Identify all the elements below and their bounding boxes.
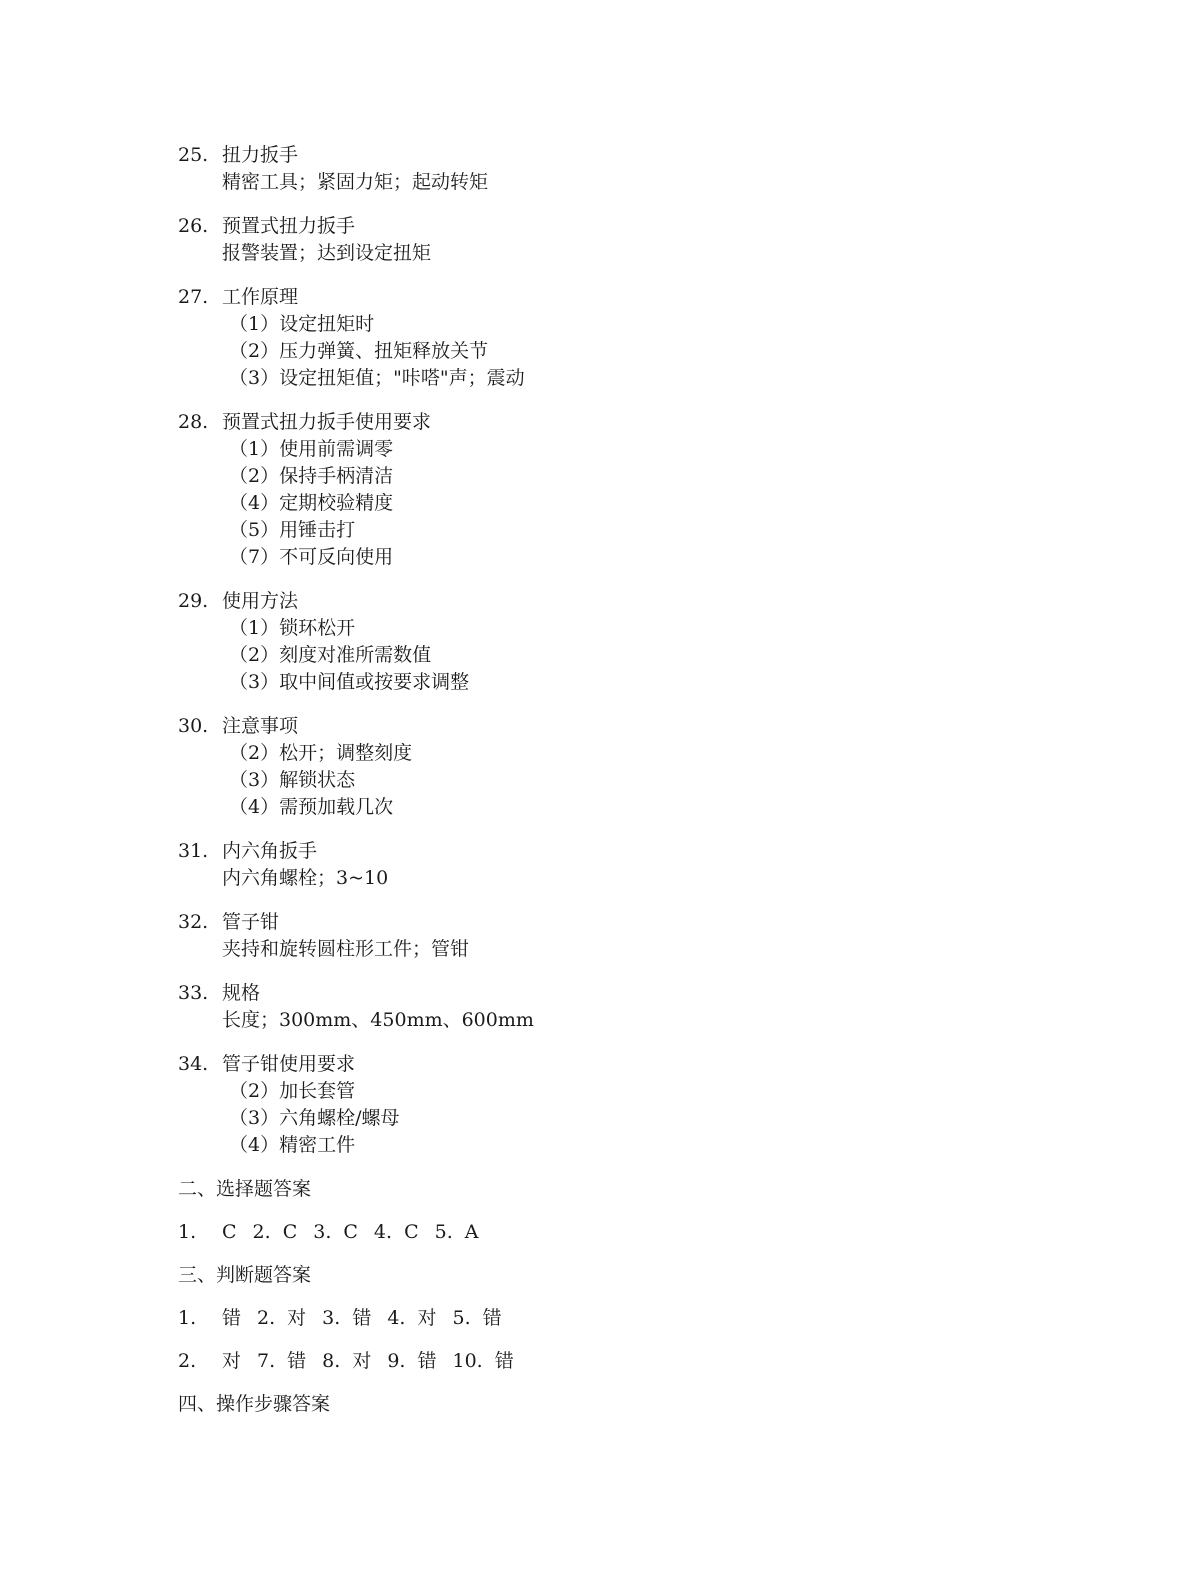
answer-row — [178, 1348, 1078, 1375]
answer-pair — [257, 1348, 306, 1375]
item-sub-point: （3）取中间值或按要求调整 — [229, 671, 470, 693]
answer-number: 10. — [452, 1350, 483, 1372]
answer-value: 对 — [417, 1307, 437, 1329]
answer-number: 8. — [322, 1350, 341, 1372]
item-sub-point: （3）设定扭矩值；"咔嗒"声；震动 — [229, 367, 525, 389]
item-sub-point: （5）用锤击打 — [229, 519, 356, 541]
item-title: 使用方法 — [222, 590, 299, 612]
answer-value: 错 — [482, 1307, 502, 1329]
answer-item-heading — [178, 213, 1078, 240]
answer-value: C — [404, 1221, 419, 1243]
answer-value: 错 — [222, 1307, 242, 1329]
answer-item — [178, 213, 1078, 267]
item-sub-point: （4）精密工件 — [229, 1134, 356, 1156]
answer-number: 2. — [252, 1221, 271, 1243]
answer-item — [178, 1051, 1078, 1159]
answer-row — [178, 1219, 1078, 1246]
answer-pair — [313, 1219, 358, 1246]
item-number: 29. — [178, 590, 209, 612]
answer-pair — [452, 1348, 513, 1375]
answer-content — [178, 142, 1078, 1434]
answer-item-heading — [178, 980, 1078, 1007]
section-heading: 二、选择题答案 — [178, 1178, 312, 1200]
answer-number: 5. — [452, 1307, 471, 1329]
item-sub-point: （4）需预加载几次 — [229, 796, 394, 818]
answer-item — [178, 980, 1078, 1034]
item-sub-point: （1）锁环松开 — [229, 617, 356, 639]
answer-item-heading — [178, 142, 1078, 169]
item-number: 25. — [178, 144, 209, 166]
answer-value: 对 — [287, 1307, 307, 1329]
item-sub-point: （2）加长套管 — [229, 1080, 356, 1102]
answer-number: 1. — [178, 1221, 197, 1243]
item-sub-point: （4）定期校验精度 — [229, 492, 394, 514]
answer-value: C — [343, 1221, 358, 1243]
answer-item — [178, 284, 1078, 392]
answer-number: 2. — [178, 1350, 197, 1372]
item-detail: 夹持和旋转圆柱形工件；管钳 — [222, 938, 470, 960]
answer-item-heading — [178, 284, 1078, 311]
answer-item — [178, 838, 1078, 892]
answer-pair — [387, 1305, 436, 1332]
answer-item — [178, 409, 1078, 571]
answer-pair — [452, 1305, 501, 1332]
item-sub-point: （3）六角螺栓/螺母 — [229, 1107, 400, 1129]
answer-value: A — [464, 1221, 479, 1243]
answer-item-heading — [178, 713, 1078, 740]
item-title: 预置式扭力扳手使用要求 — [222, 411, 432, 433]
answer-pair — [387, 1348, 436, 1375]
answer-number: 4. — [373, 1221, 393, 1243]
answer-item — [178, 909, 1078, 963]
item-number: 27. — [178, 286, 209, 308]
answer-pair — [257, 1305, 306, 1332]
item-number: 34. — [178, 1053, 209, 1075]
section-heading: 四、操作步骤答案 — [178, 1393, 331, 1415]
answer-number: 4. — [387, 1307, 406, 1329]
answer-pair — [322, 1305, 371, 1332]
answer-number: 2. — [257, 1307, 276, 1329]
answer-number: 3. — [322, 1307, 341, 1329]
answer-item-heading — [178, 1051, 1078, 1078]
item-sub-point: （2）保持手柄清洁 — [229, 465, 394, 487]
item-detail: 精密工具；紧固力矩；起动转矩 — [222, 171, 489, 193]
section-heading: 三、判断题答案 — [178, 1264, 312, 1286]
answer-item-heading — [178, 838, 1078, 865]
item-detail: 内六角螺栓；3~10 — [222, 867, 389, 889]
answer-item — [178, 713, 1078, 821]
answer-item-heading — [178, 409, 1078, 436]
answer-value: 错 — [494, 1350, 514, 1372]
answer-pair — [253, 1219, 298, 1246]
answer-value: C — [282, 1221, 298, 1243]
item-title: 管子钳 — [222, 911, 280, 933]
item-title: 注意事项 — [222, 715, 299, 737]
answer-value: 对 — [352, 1350, 372, 1372]
answer-number: 5. — [434, 1221, 453, 1243]
item-detail: 长度；300mm、450mm、600mm — [222, 1009, 534, 1031]
answer-number: 9. — [387, 1350, 406, 1372]
answer-number: 7. — [257, 1350, 276, 1372]
item-title: 规格 — [222, 982, 261, 1004]
answer-number: 1. — [178, 1307, 197, 1329]
answer-item — [178, 142, 1078, 196]
answer-pair — [374, 1219, 419, 1246]
item-number: 26. — [178, 215, 209, 237]
item-title: 工作原理 — [222, 286, 299, 308]
answer-pair — [435, 1219, 479, 1246]
item-detail: 报警装置；达到设定扭矩 — [222, 242, 432, 264]
answer-value: 错 — [352, 1307, 372, 1329]
answer-item — [178, 588, 1078, 696]
item-sub-point: （2）刻度对准所需数值 — [229, 644, 432, 666]
answer-value: 错 — [287, 1350, 307, 1372]
item-number: 33. — [178, 982, 209, 1004]
item-sub-point: （3）解锁状态 — [229, 769, 356, 791]
answer-number: 3. — [313, 1221, 332, 1243]
item-sub-point: （2）松开；调整刻度 — [229, 742, 413, 764]
answer-pair — [322, 1348, 371, 1375]
answer-value: 错 — [417, 1350, 437, 1372]
item-number: 32. — [178, 911, 209, 933]
item-title: 预置式扭力扳手 — [222, 215, 356, 237]
answer-item-heading — [178, 909, 1078, 936]
item-sub-point: （1）使用前需调零 — [229, 438, 394, 460]
item-sub-point: （1）设定扭矩时 — [229, 313, 375, 335]
item-sub-point: （2）压力弹簧、扭矩释放关节 — [229, 340, 489, 362]
item-number: 28. — [178, 411, 209, 433]
answer-value: 对 — [222, 1350, 242, 1372]
answer-value: C — [222, 1221, 237, 1243]
answer-item-heading — [178, 588, 1078, 615]
item-sub-point: （7）不可反向使用 — [229, 546, 394, 568]
item-title: 内六角扳手 — [222, 840, 318, 862]
item-number: 31. — [178, 840, 209, 862]
item-title: 扭力扳手 — [222, 144, 299, 166]
answer-row — [178, 1305, 1078, 1332]
item-number: 30. — [178, 715, 209, 737]
item-title: 管子钳使用要求 — [222, 1053, 356, 1075]
